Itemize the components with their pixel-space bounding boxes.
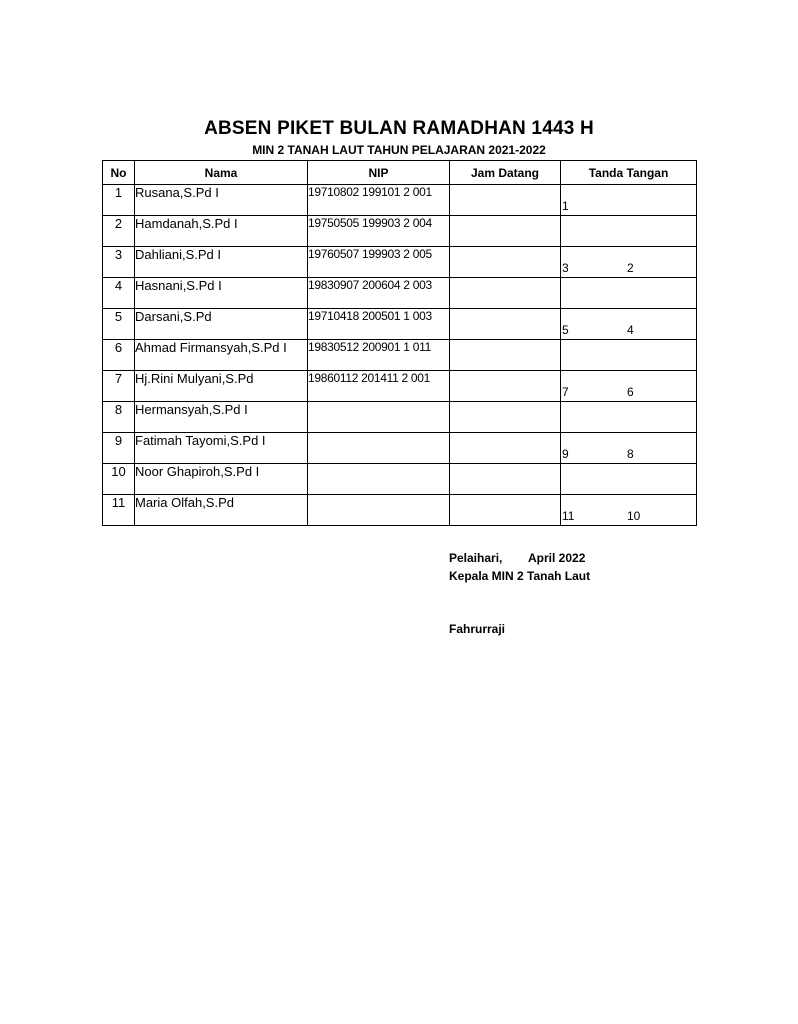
cell-nama: Hasnani,S.Pd I: [135, 278, 308, 309]
header-nama: Nama: [135, 161, 308, 185]
table-row: [103, 340, 697, 371]
header-no: No: [103, 161, 135, 185]
table-row: [103, 371, 697, 402]
cell-jam-datang: [450, 433, 561, 464]
cell-nip: 19710418 200501 1 003: [308, 309, 450, 340]
signature-place: Pelaihari,: [449, 551, 503, 565]
cell-nama: Hermansyah,S.Pd I: [135, 402, 308, 433]
signatory-role: Kepala MIN 2 Tanah Laut: [449, 569, 591, 583]
signature-number: 10: [627, 509, 641, 523]
signature-number: 3: [562, 261, 569, 275]
cell-nip: 19760507 199903 2 005: [308, 247, 450, 278]
cell-nama: Hamdanah,S.Pd I: [135, 216, 308, 247]
table-row: [103, 464, 697, 495]
cell-no: 2: [103, 216, 135, 247]
cell-jam-datang: [450, 247, 561, 278]
cell-tanda-tangan: [561, 278, 697, 337]
signature-place-date: [449, 551, 586, 565]
cell-nip: [308, 402, 450, 433]
signature-number: 8: [627, 447, 634, 461]
cell-tanda-tangan: [561, 495, 697, 526]
cell-no: 3: [103, 247, 135, 278]
header-nip: NIP: [308, 161, 450, 185]
cell-no: 8: [103, 402, 135, 433]
cell-tanda-tangan: [561, 340, 697, 399]
cell-jam-datang: [450, 185, 561, 216]
cell-tanda-tangan: [561, 433, 697, 464]
cell-tanda-tangan: [561, 216, 697, 275]
cell-nip: [308, 433, 450, 464]
table-row: [103, 495, 697, 526]
cell-nama: Hj.Rini Mulyani,S.Pd: [135, 371, 308, 402]
table-row: [103, 185, 697, 216]
cell-nip: 19750505 199903 2 004: [308, 216, 450, 247]
cell-nip: 19830512 200901 1 011: [308, 340, 450, 371]
table-row: [103, 247, 697, 278]
table-body: [103, 185, 697, 526]
cell-nama: Rusana,S.Pd I: [135, 185, 308, 216]
header-tanda-tangan: Tanda Tangan: [561, 161, 697, 185]
cell-tanda-tangan: [561, 247, 697, 278]
table-row: [103, 402, 697, 433]
document-title: ABSEN PIKET BULAN RAMADHAN 1443 H: [204, 118, 594, 139]
cell-no: 9: [103, 433, 135, 464]
signatory-name: Fahrurraji: [449, 622, 506, 636]
signature-number: 5: [562, 323, 569, 337]
table-row: [103, 309, 697, 340]
cell-nip: [308, 495, 450, 526]
cell-jam-datang: [450, 216, 561, 247]
cell-jam-datang: [450, 309, 561, 340]
cell-no: 11: [103, 495, 135, 526]
cell-nip: [308, 464, 450, 495]
cell-nama: Ahmad Firmansyah,S.Pd I: [135, 340, 308, 371]
cell-no: 1: [103, 185, 135, 216]
cell-tanda-tangan: [561, 371, 697, 402]
cell-tanda-tangan: [561, 402, 697, 461]
cell-tanda-tangan: [561, 185, 697, 216]
table-header-row: [103, 161, 697, 185]
attendance-table: [102, 160, 697, 526]
cell-no: 7: [103, 371, 135, 402]
cell-no: 5: [103, 309, 135, 340]
cell-jam-datang: [450, 278, 561, 309]
header-jam-datang: Jam Datang: [450, 161, 561, 185]
cell-no: 6: [103, 340, 135, 371]
signature-number: 9: [562, 447, 569, 461]
cell-tanda-tangan: [561, 309, 697, 340]
cell-jam-datang: [450, 371, 561, 402]
cell-nama: Darsani,S.Pd: [135, 309, 308, 340]
table-row: [103, 216, 697, 247]
cell-nama: Maria Olfah,S.Pd: [135, 495, 308, 526]
cell-nip: 19860112 201411 2 001: [308, 371, 450, 402]
cell-no: 10: [103, 464, 135, 495]
signature-number: 11: [562, 509, 575, 523]
cell-jam-datang: [450, 495, 561, 526]
cell-nama: Noor Ghapiroh,S.Pd I: [135, 464, 308, 495]
signature-number: 1: [562, 199, 569, 213]
cell-nama: Fatimah Tayomi,S.Pd I: [135, 433, 308, 464]
cell-nama: Dahliani,S.Pd I: [135, 247, 308, 278]
document-subtitle: MIN 2 TANAH LAUT TAHUN PELAJARAN 2021-2022: [252, 143, 546, 157]
signature-number: 6: [627, 385, 634, 399]
signature-number: 7: [562, 385, 569, 399]
cell-no: 4: [103, 278, 135, 309]
signature-number: 2: [627, 261, 634, 275]
cell-nip: 19710802 199101 2 001: [308, 185, 450, 216]
signature-date: April 2022: [528, 551, 586, 565]
signature-number: 4: [627, 323, 634, 337]
table-row: [103, 433, 697, 464]
cell-nip: 19830907 200604 2 003: [308, 278, 450, 309]
cell-jam-datang: [450, 464, 561, 495]
cell-jam-datang: [450, 340, 561, 371]
table-row: [103, 278, 697, 309]
cell-jam-datang: [450, 402, 561, 433]
